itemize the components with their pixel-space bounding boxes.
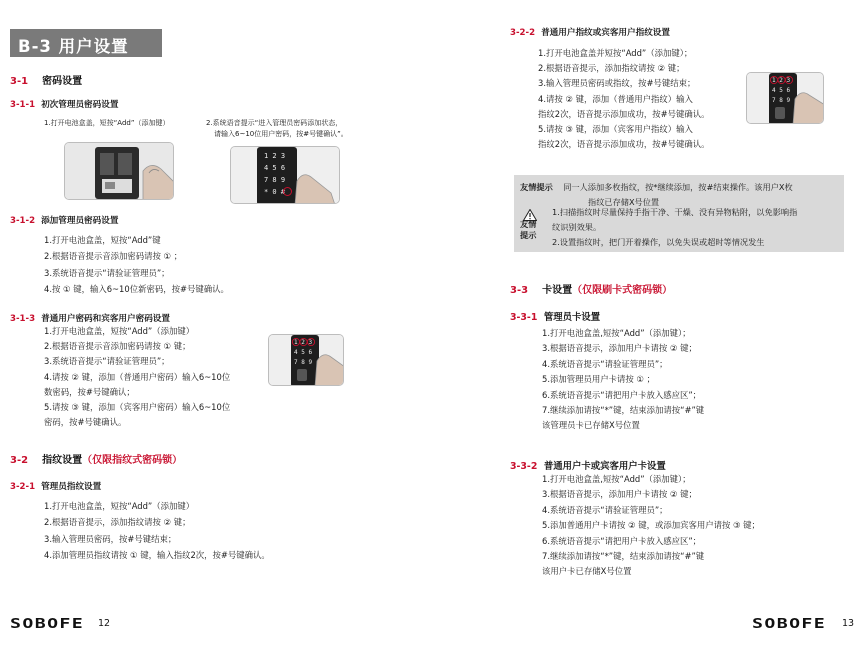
- svg-text:4 5 6: 4 5 6: [294, 349, 313, 356]
- heading-3-2: 3-2 指纹设置（仅限指纹式密码锁）: [10, 455, 183, 466]
- heading-3-3-2: 3-3-2 普通用户卡或宾客用户卡设置: [510, 461, 666, 472]
- steps-3-1-2: 1.打开电池盒盖，短按“Add”键 2.根据语音提示音添加密码请按 ① ； 3.系统语音提示“请验证管理员”； 4.按 ① 键，输入6~10位新密码，按#号键确认。: [44, 235, 229, 295]
- heading-3-3-1: 3-3-1 管理员卡设置: [510, 312, 601, 323]
- svg-text:1 2 3: 1 2 3: [772, 77, 791, 84]
- svg-text:7 8 9: 7 8 9: [772, 97, 791, 104]
- svg-text:7 8 9: 7 8 9: [264, 176, 286, 184]
- tip-text-block: 友情提示 同一人添加多枚指纹，按*继续添加，按#结束操作。该用户X枚 指纹已存储X号位置: [520, 182, 793, 207]
- svg-text:* 0 #: * 0 #: [264, 188, 286, 196]
- steps-3-3-1: 1.打开电池盒盖,短按“Add”（添加键）； 3.根据语音提示，添加用户卡请按 ② 键； 4.系统语音提示“请验证管理员”； 5.添加管理员用户卡请按 ① ； 6.系统语音提示“请把用户卡放入感应区”； 7.继续添加请按“*”键，结束添加请按“#”键 该管理员卡已存储X号位置: [542, 328, 705, 431]
- svg-text:1 2 3: 1 2 3: [294, 339, 313, 346]
- steps-3-2-1: 1.打开电池盒盖，短按“Add”（添加键） 2.根据语音提示，添加指纹请按 ② 键； 3.输入管理员密码，按#号键结束； 4.添加管理员指纹请按 ① 键，输入指纹2次，按#号键确认。: [44, 501, 270, 561]
- page-number: 12: [98, 618, 111, 629]
- brand-logo: SOBOFE: [10, 617, 85, 632]
- steps-3-1-3: 1.打开电池盒盖，短按“Add”（添加键） 2.根据语音提示音添加密码请按 ① 键； 3.系统语音提示“请验证管理员”； 4.请按 ② 键，添加（普通用户密码）输入6~10位 数密码，按#号键确认； 5.请按 ③ 键，添加（宾客用户密码）输入6~10位 密码，按#号键确认。: [44, 326, 231, 428]
- note-3-1-1-step2: 2.系统语音提示“进入管理员密码添加状态， 请输入6~10位用户密码，按#号键确认”。: [206, 119, 348, 138]
- section-header-title: B-3 用户设置: [18, 37, 129, 56]
- tip-label-2: 友情 提示: [520, 219, 537, 240]
- heading-3-2-2: 3-2-2 普通用户指纹或宾客用户指纹设置: [510, 28, 670, 38]
- heading-3-1: 3-1 密码设置: [10, 76, 83, 87]
- heading-3-1-1: 3-1-1 初次管理员密码设置: [10, 100, 119, 110]
- tip-text-block-2: 1.扫描指纹时尽量保持手指干净、干燥、没有异物粘附，以免影响指 纹识别效果。 2.设置指纹时，把门开着操作，以免失误或超时等情况发生: [552, 207, 798, 247]
- battery-box-photo: [64, 142, 174, 200]
- keypad-lock-photo: [746, 72, 824, 124]
- keypad-lock-photo: [230, 146, 340, 204]
- steps-3-3-2: 1.打开电池盒盖,短按“Add”（添加键）； 3.根据语音提示，添加用户卡请按 ② 键； 4.系统语音提示“请验证管理员”； 5.添加普通用户卡请按 ② 键，或添加宾客用户请按 ③ 键； 6.系统语音提示“请把用户卡放入感应区”； 7.继续添加请按“*”键，结束添加请按“#”键 该用户卡已存储X号位置: [542, 474, 760, 577]
- steps-3-2-2: 1.打开电池盒盖并短按“Add”（添加键）； 2.根据语音提示，添加指纹请按 ② 键； 3.输入管理员密码或指纹，按#号键结束； 4.请按 ② 键，添加（普通用户指纹）输入 指纹2次，语音提示添加成功，按#号键确认。 5.请按 ③ 键，添加（宾客用户指纹）输入 指纹2次，语音提示添加成功，按#号键确认。: [538, 48, 710, 150]
- right-page: [430, 0, 860, 645]
- brand-logo: SOBOFE: [752, 617, 827, 632]
- svg-text:4 5 6: 4 5 6: [772, 87, 791, 94]
- note-3-1-1-step1: 1.打开电池盒盖，短按“Add”（添加键）: [44, 119, 170, 127]
- svg-text:7 8 9: 7 8 9: [294, 359, 313, 366]
- keypad-lock-photo: [268, 334, 344, 386]
- heading-3-1-3: 3-1-3 普通用户密码和宾客用户密码设置: [10, 314, 170, 324]
- page-number: 13: [842, 618, 855, 629]
- svg-text:4 5 6: 4 5 6: [264, 164, 286, 172]
- tip-label: 友情提示: [520, 182, 553, 192]
- heading-3-3: 3-3 卡设置（仅限刷卡式密码锁）: [510, 285, 673, 296]
- heading-3-2-1: 3-2-1 管理员指纹设置: [10, 482, 102, 492]
- heading-3-1-2: 3-1-2 添加管理员密码设置: [10, 216, 119, 226]
- svg-text:1 2 3: 1 2 3: [264, 152, 286, 160]
